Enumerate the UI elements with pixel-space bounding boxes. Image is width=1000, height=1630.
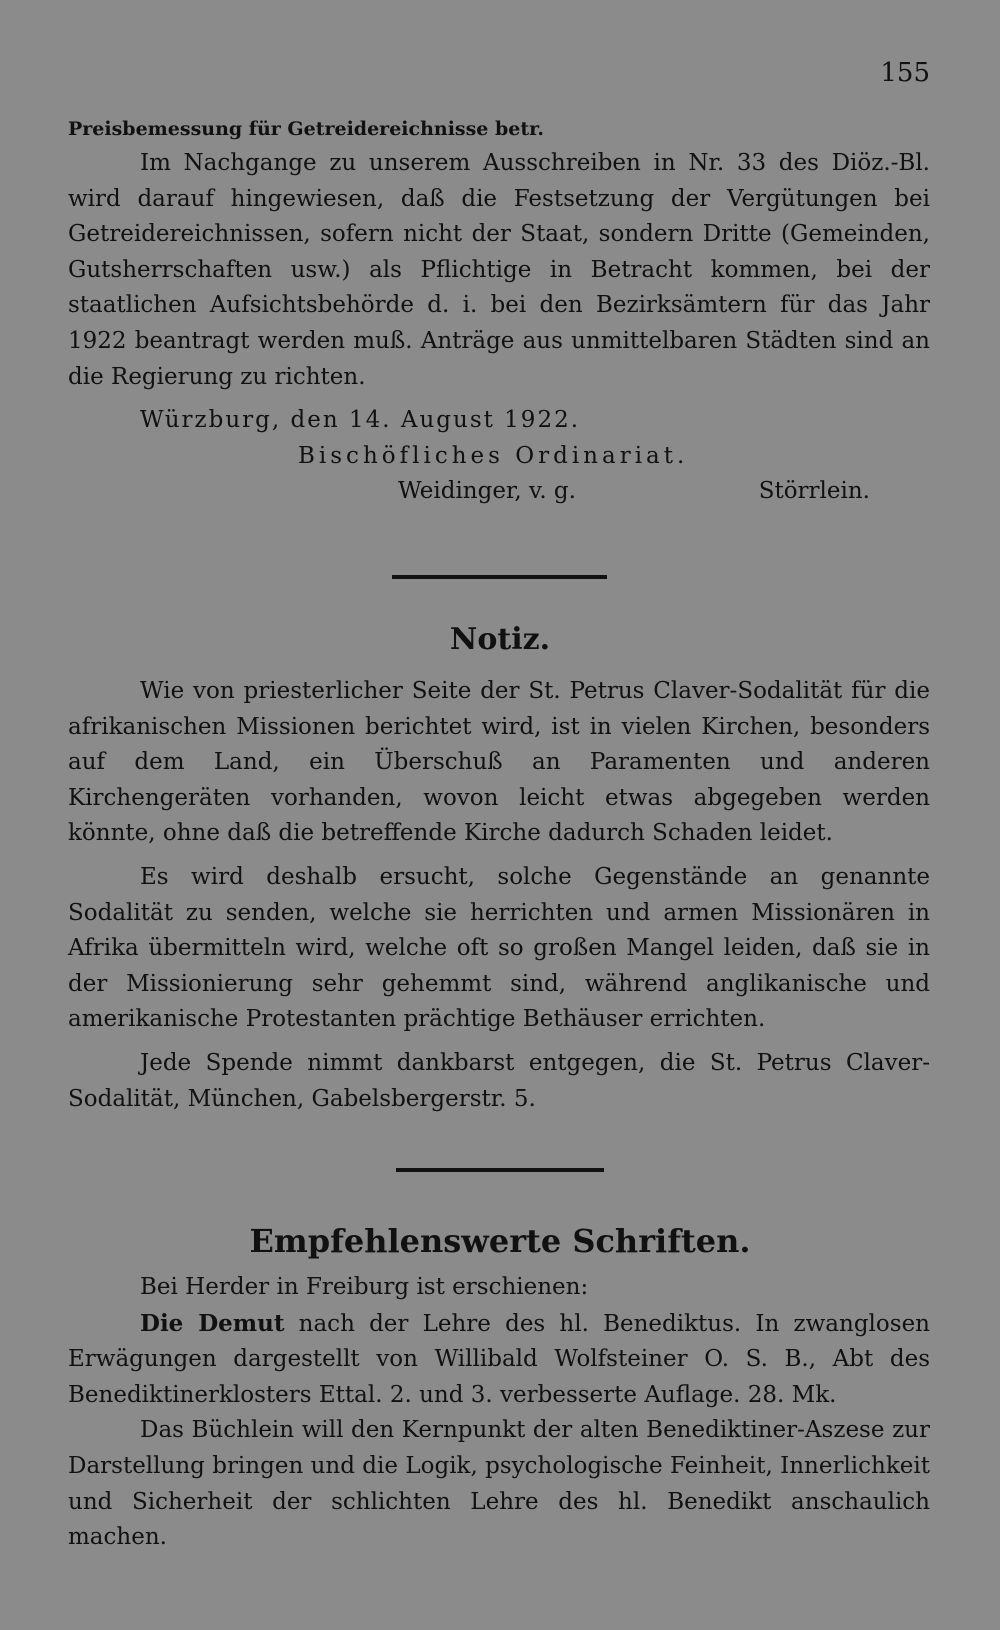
notiz-paragraph: Wie von priesterlicher Seite der St. Petrus Claver-Sodalität für die afrikanischen Missionen berichtet wird, ist in vielen Kirchen, besonders auf dem Land, ein Überschuß an Paramenten und anderen Kirchengeräten vorhanden, wovon leicht etwas abgegeben werden könnte, ohne daß die betreffende Kirche dadurch Schaden leidet. (68, 678, 930, 847)
book-entry (68, 1306, 930, 1414)
schriften-title: Empfehlenswerte Schriften. (249, 1222, 751, 1260)
notiz-paragraph: Es wird deshalb ersucht, solche Gegenstände an genannte Sodalität zu senden, welche sie herrichten und armen Missionären in Afrika übermitteln wird, welche oft so großen Mangel leiden, daß sie in der Missionierung sehr gehemmt sind, während anglikanische und amerikanische Protestanten prächtige Bethäuser errichten. (68, 863, 930, 1033)
section-divider (392, 575, 607, 579)
book-description: Das Büchlein will den Kernpunkt der alten Benediktiner-Aszese zur Darstellung bringen und die Logik, psychologische Feinheit, Innerlichkeit und Sicherheit der schlichten Lehre des hl. Benedikt anschaulich machen. (68, 1417, 930, 1551)
book-title: Die Demut (140, 1309, 285, 1337)
decree-paragraph: Im Nachgange zu unserem Ausschreiben in Nr. 33 des Diöz.-Bl. wird darauf hingewiesen, daß die Festsetzung der Vergütungen bei Getreidereichnissen, sofern nicht der Staat, sondern Dritte (Gemeinden, Gutsherrschaften usw.) als Pflichtige in Betracht kommen, bei der staatlichen Aufsichtsbehörde d. i. bei den Bezirksämtern für das Jahr 1922 beantragt werden muß. Anträge aus unmittelbaren Städten sind an die Regierung zu richten. (68, 150, 930, 390)
signature-row (68, 474, 930, 510)
signer-right: Störrlein. (758, 478, 870, 505)
decree-title: Preisbemessung für Getreidereichnisse betr. (68, 118, 545, 140)
decree-section (68, 146, 930, 510)
schriften-section (68, 1270, 930, 1556)
notiz-title: Notiz. (449, 622, 551, 657)
place-date: Würzburg, den 14. August 1922. (140, 407, 581, 434)
publisher-intro: Bei Herder in Freiburg ist erschienen: (140, 1274, 589, 1300)
page-number: 155 (880, 58, 930, 88)
section-divider (396, 1168, 604, 1172)
issuing-office: Bischöfliches Ordinariat. (298, 442, 689, 469)
notiz-section (68, 674, 930, 1117)
notiz-paragraph: Jede Spende nimmt dankbarst entgegen, die St. Petrus Claver-Sodalität, München, Gabelsbergerstr. 5. (68, 1049, 930, 1112)
book-details: nach der Lehre des hl. Benediktus. In zwanglosen Erwägungen dargestellt von Willibald Wolfsteiner O. S. B., Abt des Benediktinerklosters Ettal. 2. und 3. verbesserte Auflage. 28. Mk. (68, 1310, 930, 1408)
signer-left: Weidinger, v. g. (398, 478, 576, 505)
